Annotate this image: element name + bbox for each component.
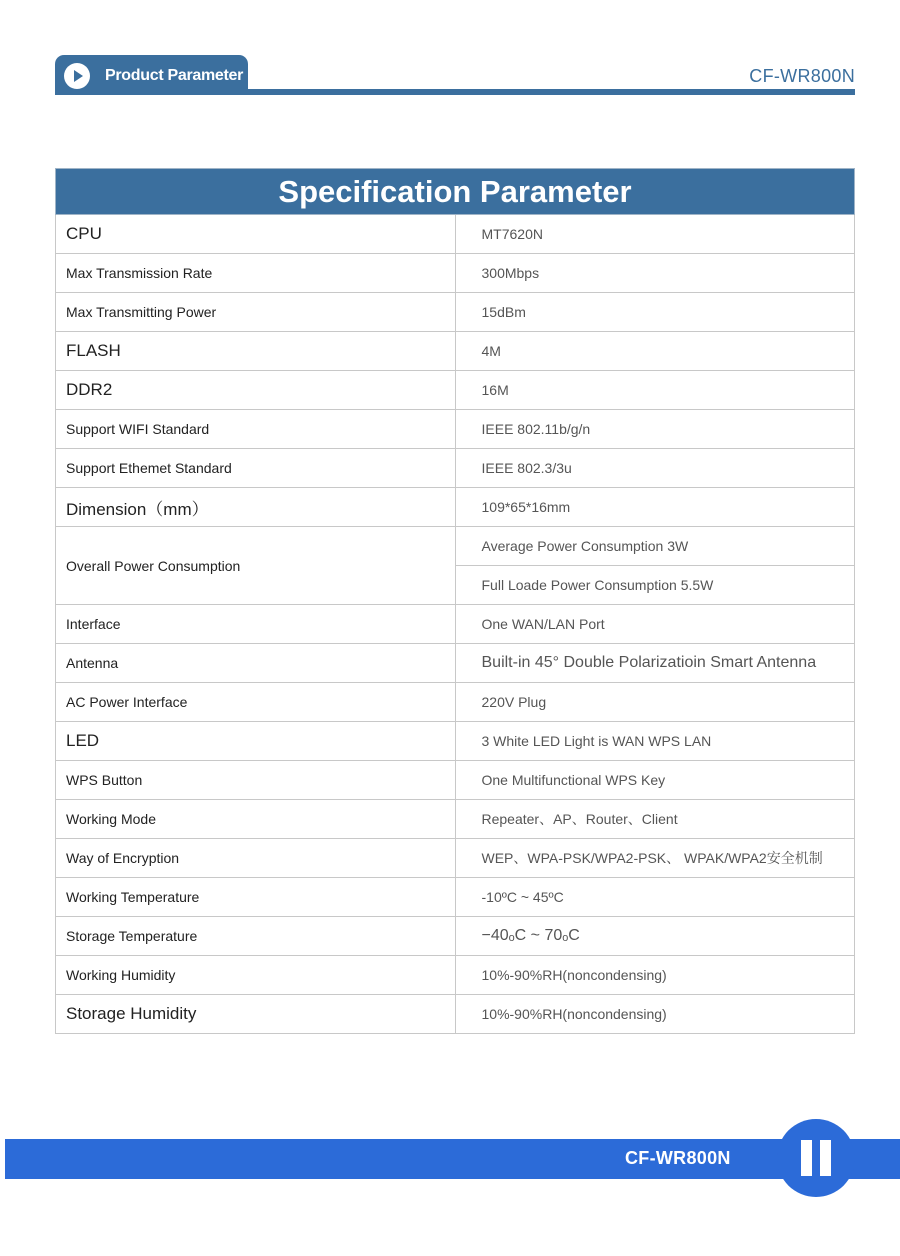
table-row — [56, 800, 855, 839]
row-value: IEEE 802.3/3u — [455, 449, 855, 488]
row-label: Support Ethemet Standard — [56, 449, 456, 488]
table-row — [56, 722, 855, 761]
table-row — [56, 254, 855, 293]
row-value: 300Mbps — [455, 254, 855, 293]
row-label: LED — [56, 722, 456, 761]
table-row — [56, 761, 855, 800]
table-row — [56, 371, 855, 410]
row-label: WPS Button — [56, 761, 456, 800]
table-row — [56, 644, 855, 683]
row-value: Built-in 45° Double Polarizatioin Smart Antenna — [455, 644, 855, 683]
row-label: Antenna — [56, 644, 456, 683]
table-row — [56, 488, 855, 527]
row-label: Interface — [56, 605, 456, 644]
row-label: Working Temperature — [56, 878, 456, 917]
table-row — [56, 215, 855, 254]
row-label: Working Humidity — [56, 956, 456, 995]
row-value: 15dBm — [455, 293, 855, 332]
row-label: Storage Temperature — [56, 917, 456, 956]
pause-icon — [777, 1119, 855, 1197]
row-value: 10%-90%RH(noncondensing) — [455, 995, 855, 1034]
row-value: 4M — [455, 332, 855, 371]
row-label: DDR2 — [56, 371, 456, 410]
row-label: CPU — [56, 215, 456, 254]
row-value: 109*65*16mm — [455, 488, 855, 527]
table-row — [56, 527, 855, 566]
table-row — [56, 839, 855, 878]
pause-bar-right — [820, 1140, 831, 1176]
table-row — [56, 878, 855, 917]
footer-model: CF-WR800N — [625, 1148, 731, 1168]
row-value: WEP、WPA-PSK/WPA2-PSK、 WPAK/WPA2安全机制 — [455, 839, 855, 878]
row-value: Full Loade Power Consumption 5.5W — [455, 566, 855, 605]
row-value: One Multifunctional WPS Key — [455, 761, 855, 800]
row-label: Max Transmitting Power — [56, 293, 456, 332]
row-label: AC Power Interface — [56, 683, 456, 722]
row-label: Working Mode — [56, 800, 456, 839]
play-circle-icon — [64, 63, 90, 89]
table-row — [56, 956, 855, 995]
row-value: Average Power Consumption 3W — [455, 527, 855, 566]
header-rule — [55, 89, 855, 95]
row-value: One WAN/LAN Port — [455, 605, 855, 644]
row-value: 10%-90%RH(noncondensing) — [455, 956, 855, 995]
row-value: IEEE 802.11b/g/n — [455, 410, 855, 449]
table-row — [56, 449, 855, 488]
spec-table — [55, 168, 855, 1034]
header-model: CF-WR800N — [749, 66, 855, 86]
table-row — [56, 917, 855, 956]
table-row — [56, 410, 855, 449]
table-row — [56, 293, 855, 332]
row-label: Overall Power Consumption — [56, 527, 456, 605]
row-label: Max Transmission Rate — [56, 254, 456, 293]
row-value: −40ₒC ~ 70ₒC — [455, 917, 855, 956]
row-value: 220V Plug — [455, 683, 855, 722]
spec-title: Specification Parameter — [56, 169, 855, 215]
row-value: Repeater、AP、Router、Client — [455, 800, 855, 839]
table-row — [56, 605, 855, 644]
row-value: -10ºC ~ 45ºC — [455, 878, 855, 917]
pause-bar-left — [801, 1140, 812, 1176]
row-label: Dimension（mm） — [56, 488, 456, 527]
row-value: 3 White LED Light is WAN WPS LAN — [455, 722, 855, 761]
row-value: 16M — [455, 371, 855, 410]
row-value: MT7620N — [455, 215, 855, 254]
footer-bar — [5, 1139, 900, 1179]
table-row — [56, 995, 855, 1034]
row-label: FLASH — [56, 332, 456, 371]
section-label: Product Parameter — [105, 67, 244, 84]
row-label: Storage Humidity — [56, 995, 456, 1034]
table-row — [56, 683, 855, 722]
row-label: Way of Encryption — [56, 839, 456, 878]
row-label: Support WIFI Standard — [56, 410, 456, 449]
table-row — [56, 332, 855, 371]
